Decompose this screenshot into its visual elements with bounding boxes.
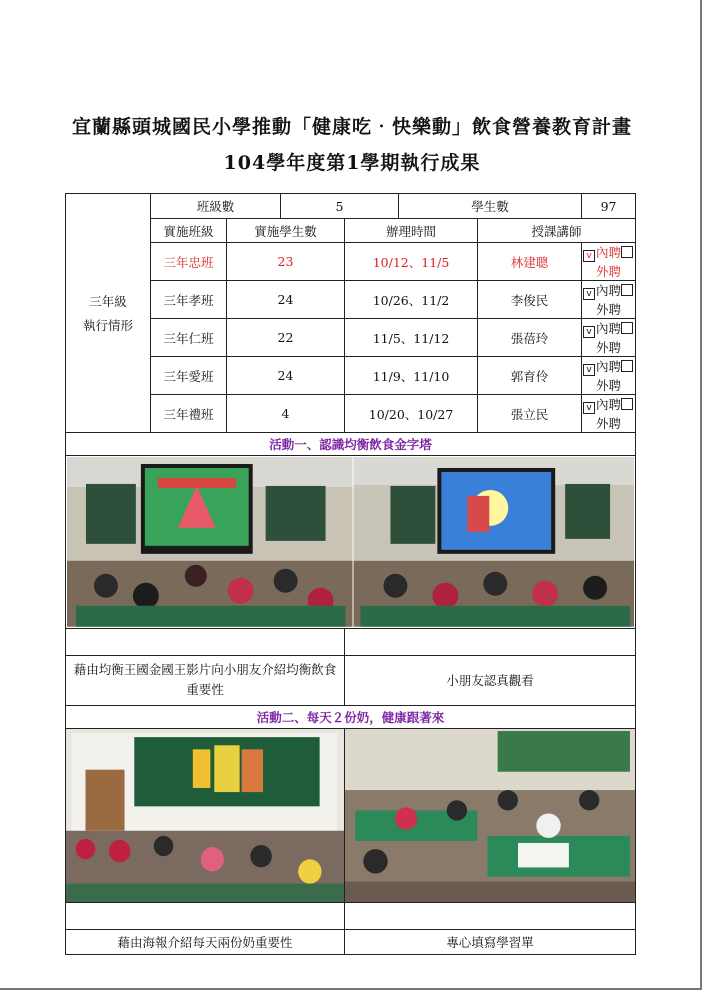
activity2-blank-left <box>66 902 345 929</box>
activity2-title: 活動二、每天２份奶，健康跟著來 <box>66 705 636 728</box>
row-students: 23 <box>227 243 345 281</box>
internal-label: 內聘 <box>596 321 622 336</box>
row-class: 三年禮班 <box>151 395 227 433</box>
class-count-label: 班級數 <box>151 194 281 219</box>
row-teacher: 李俊民 <box>478 281 582 319</box>
row-hire-type <box>582 357 636 395</box>
internal-label: 內聘 <box>596 245 622 260</box>
activity2-photo-left-cell <box>66 728 345 902</box>
row-students: 24 <box>227 281 345 319</box>
row-hire-type <box>582 243 636 281</box>
checkbox-empty-icon <box>621 246 633 258</box>
activity2-blank-right <box>345 902 636 929</box>
document-subtitle: 104學年度第1學期執行成果 <box>223 152 481 174</box>
checkbox-empty-icon <box>621 322 633 334</box>
row-teacher: 張立民 <box>478 395 582 433</box>
student-count-value: 97 <box>582 194 636 219</box>
checkbox-checked-icon: v <box>583 326 595 338</box>
checkbox-checked-icon: v <box>583 250 595 262</box>
activity1-photos <box>66 456 636 629</box>
activity1-blank-left <box>66 628 345 655</box>
activity2-photo-left <box>66 729 344 902</box>
row-time: 11/9、11/10 <box>345 357 478 395</box>
row-class: 三年忠班 <box>151 243 227 281</box>
row-teacher: 郭育伶 <box>478 357 582 395</box>
row-time: 11/5、11/12 <box>345 319 478 357</box>
external-label: 外聘 <box>596 416 622 431</box>
header-class: 實施班級 <box>151 219 227 243</box>
row-class: 三年孝班 <box>151 281 227 319</box>
external-label: 外聘 <box>596 378 622 393</box>
row-hire-type <box>582 319 636 357</box>
table-row <box>66 395 636 433</box>
external-label: 外聘 <box>596 340 622 355</box>
external-label: 外聘 <box>596 302 622 317</box>
activity2-photo-right <box>345 729 635 902</box>
internal-label: 內聘 <box>596 359 622 374</box>
table-row <box>66 357 636 395</box>
activity1-caption-left: 藉由均衡王國金國王影片向小朋友介紹均衡飲食重要性 <box>66 655 345 705</box>
row-time: 10/26、11/2 <box>345 281 478 319</box>
row-teacher: 張蓓玲 <box>478 319 582 357</box>
row-time: 10/20、10/27 <box>345 395 478 433</box>
row-hire-type <box>582 395 636 433</box>
grade-label: 三年級 <box>89 294 127 309</box>
checkbox-checked-icon: v <box>583 364 595 376</box>
class-count-value: 5 <box>281 194 399 219</box>
checkbox-empty-icon <box>621 360 633 372</box>
activity1-title: 活動一、認識均衡飲食金字塔 <box>66 433 636 456</box>
internal-label: 內聘 <box>596 397 622 412</box>
row-students: 4 <box>227 395 345 433</box>
activity1-photo <box>66 456 635 628</box>
header-students: 實施學生數 <box>227 219 345 243</box>
checkbox-checked-icon: v <box>583 288 595 300</box>
table-row <box>66 281 636 319</box>
execution-label: 執行情形 <box>82 318 133 333</box>
external-label: 外聘 <box>596 264 622 279</box>
document-title: 宜蘭縣頭城國民小學推動「健康吃‧快樂動」飲食營養教育計畫 <box>71 116 632 138</box>
grade-label-cell <box>66 194 151 433</box>
internal-label: 內聘 <box>596 283 622 298</box>
activity2-caption-right: 專心填寫學習單 <box>345 929 636 954</box>
activity1-caption-right: 小朋友認真觀看 <box>345 655 636 705</box>
row-students: 22 <box>227 319 345 357</box>
row-time: 10/12、11/5 <box>345 243 478 281</box>
header-teacher: 授課講師 <box>478 219 636 243</box>
row-hire-type <box>582 281 636 319</box>
student-count-label: 學生數 <box>399 194 582 219</box>
table-row <box>66 243 636 281</box>
activity1-blank-right <box>345 628 636 655</box>
header-time: 辦理時間 <box>345 219 478 243</box>
row-class: 三年仁班 <box>151 319 227 357</box>
row-teacher: 林建聰 <box>478 243 582 281</box>
checkbox-empty-icon <box>621 398 633 410</box>
row-class: 三年愛班 <box>151 357 227 395</box>
results-table <box>65 193 636 955</box>
activity2-photo-right-cell <box>345 728 636 902</box>
row-students: 24 <box>227 357 345 395</box>
table-row <box>66 319 636 357</box>
checkbox-empty-icon <box>621 284 633 296</box>
activity2-caption-left: 藉由海報介紹每天兩份奶重要性 <box>66 929 345 954</box>
checkbox-checked-icon: v <box>583 402 595 414</box>
